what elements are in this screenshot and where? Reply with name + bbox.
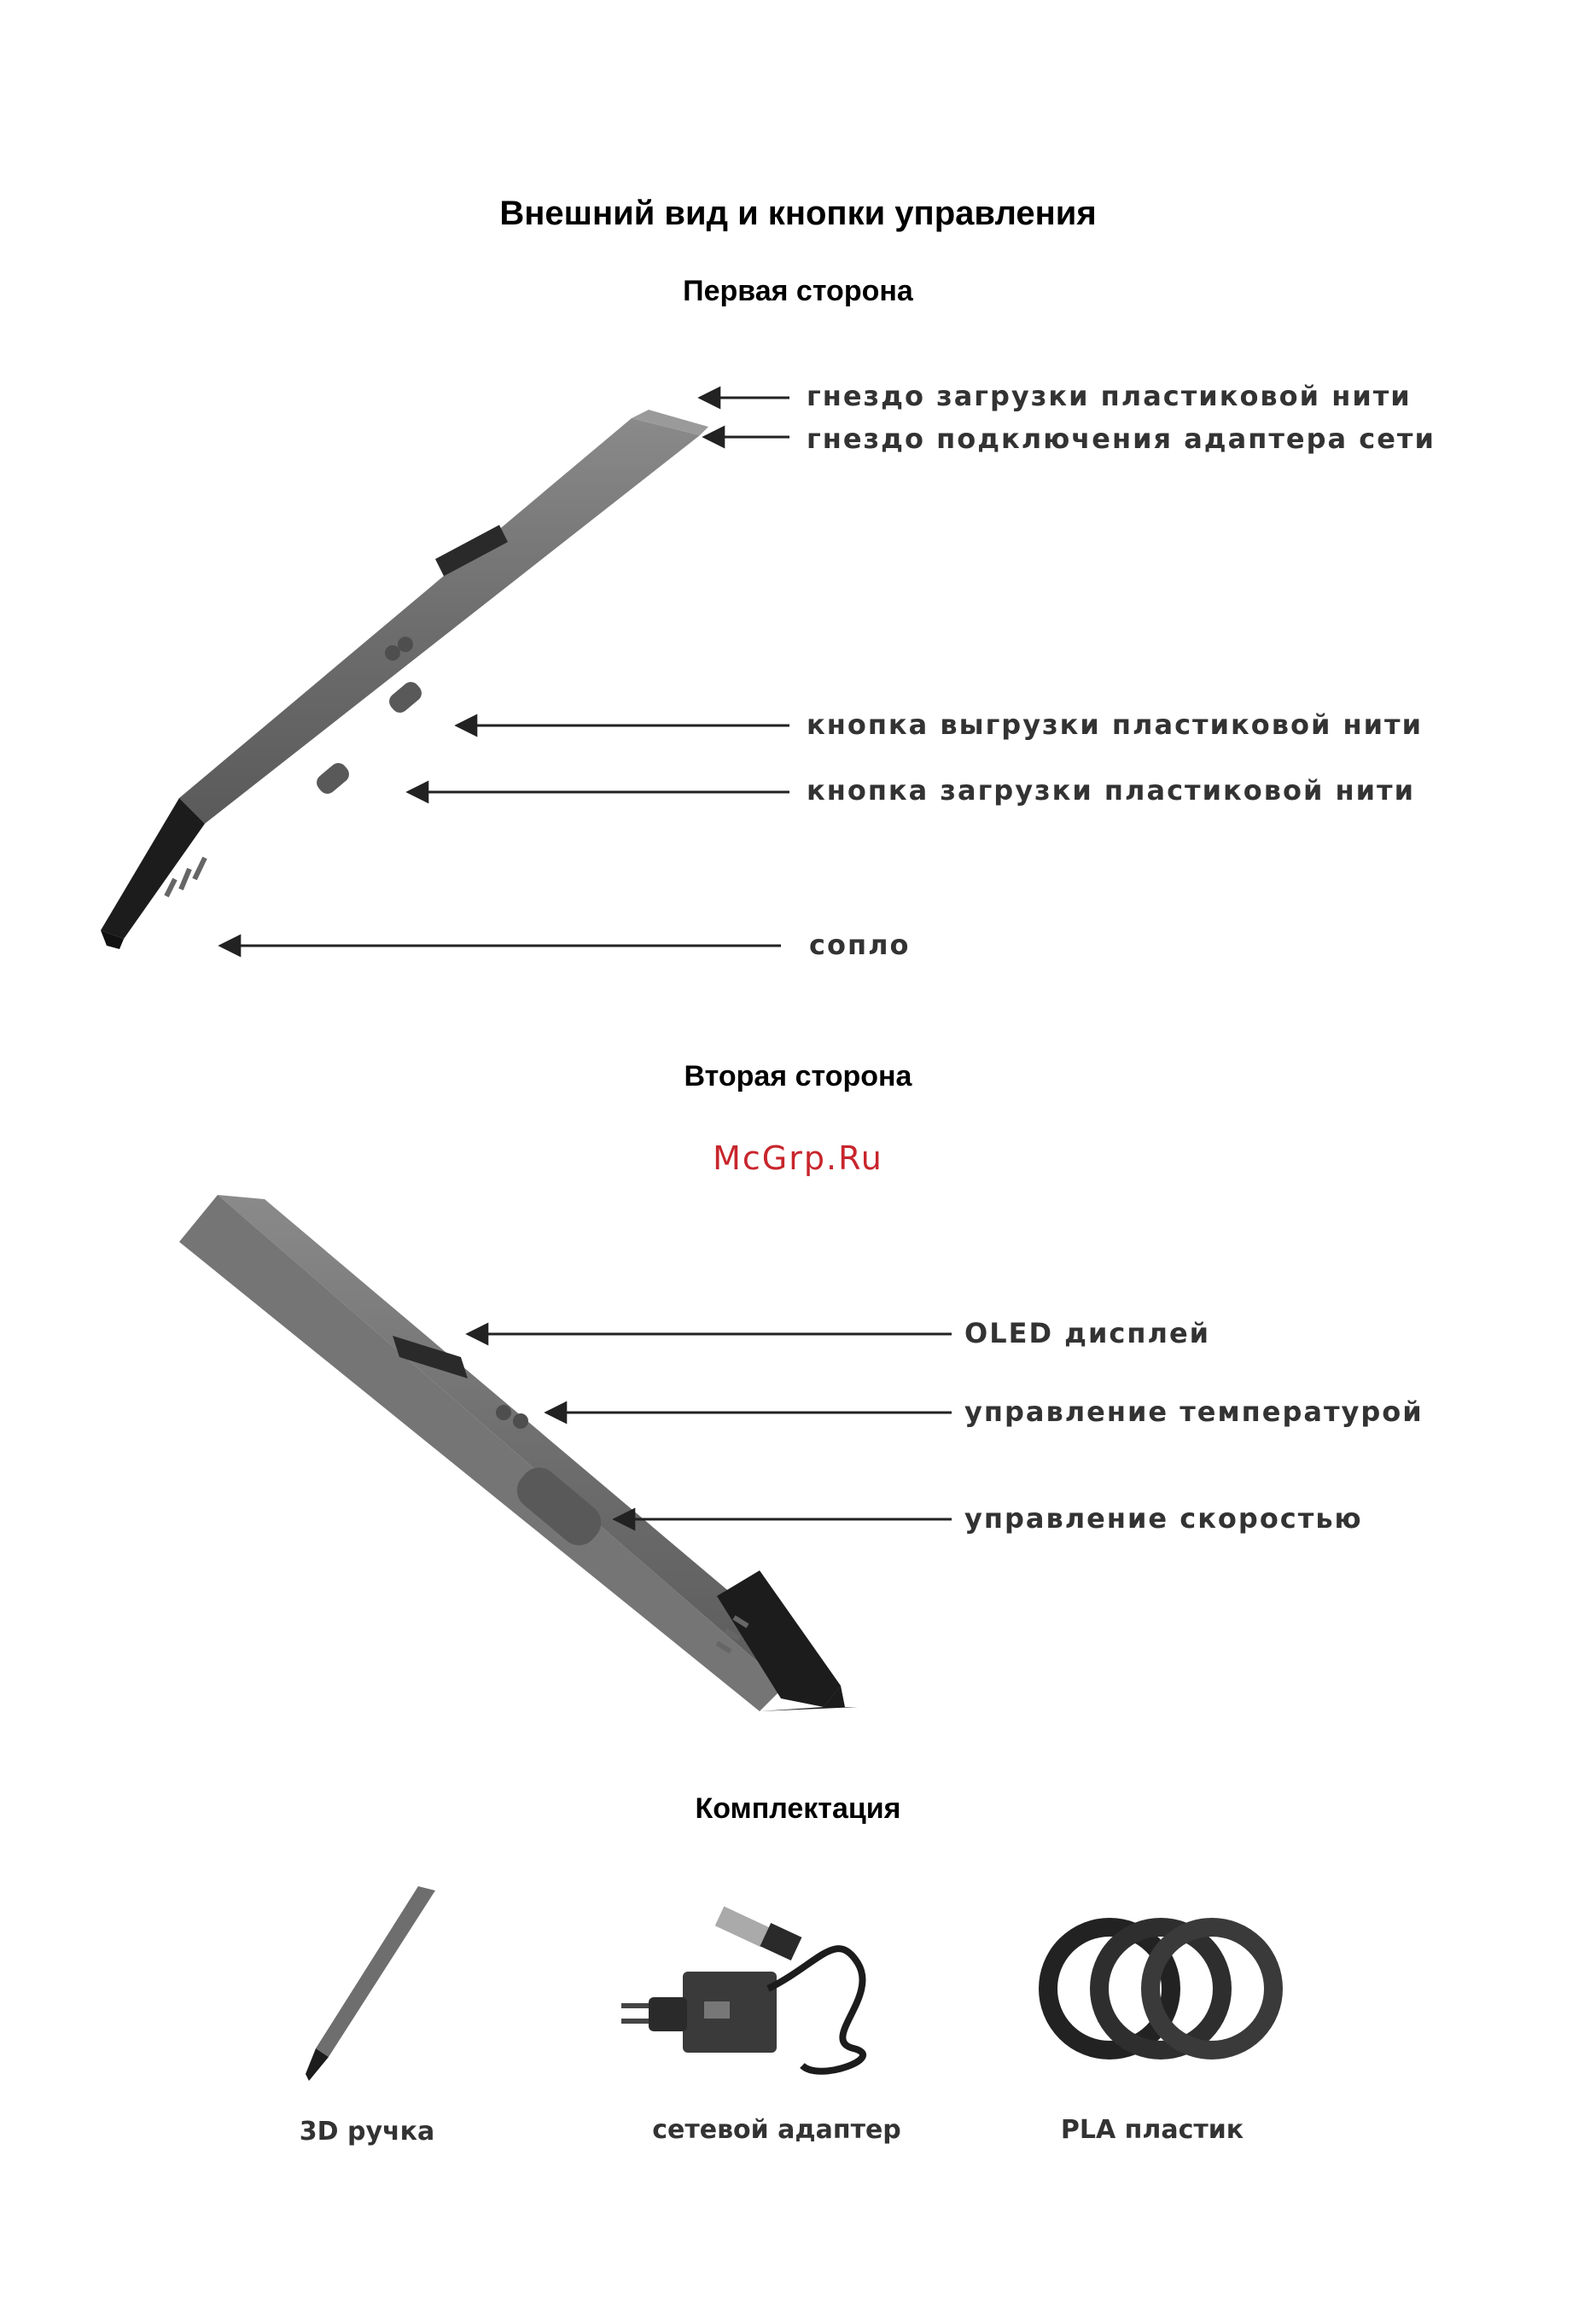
pen-body	[179, 418, 700, 824]
watermark: McGrp.Ru	[713, 1139, 883, 1177]
label-power-slot: гнездо подключения адаптера сети	[807, 422, 1436, 455]
label-load-button: кнопка загрузки пластиковой нити	[807, 774, 1415, 807]
label-filament-slot: гнездо загрузки пластиковой нити	[807, 380, 1412, 412]
section-title-side1: Первая сторона	[683, 275, 913, 307]
page-title: Внешний вид и кнопки управления	[499, 195, 1097, 232]
kit-adapter-icon	[621, 1907, 863, 2071]
kit-pla-icon	[1048, 1927, 1273, 2050]
kit-pen-icon	[316, 1886, 435, 2057]
temp-button-icon	[398, 637, 413, 652]
label-unload-button: кнопка выгрузки пластиковой нити	[807, 708, 1423, 741]
section-title-side2: Вторая сторона	[684, 1060, 912, 1092]
label-oled-display: OLED дисплей	[964, 1317, 1211, 1349]
section-title-kit: Комплектация	[695, 1792, 901, 1825]
kit-caption-adapter: сетевой адаптер	[652, 2115, 901, 2145]
label-nozzle: сопло	[809, 929, 911, 961]
label-temperature-control: управление температурой	[964, 1395, 1424, 1428]
kit-caption-pla: PLA пластик	[1060, 2115, 1244, 2145]
load-button-icon	[313, 760, 352, 797]
pen-tip	[101, 798, 205, 939]
kit-caption-pen: 3D ручка	[299, 2117, 435, 2147]
label-speed-control: управление скоростью	[964, 1502, 1363, 1535]
unload-button-icon	[386, 679, 425, 716]
